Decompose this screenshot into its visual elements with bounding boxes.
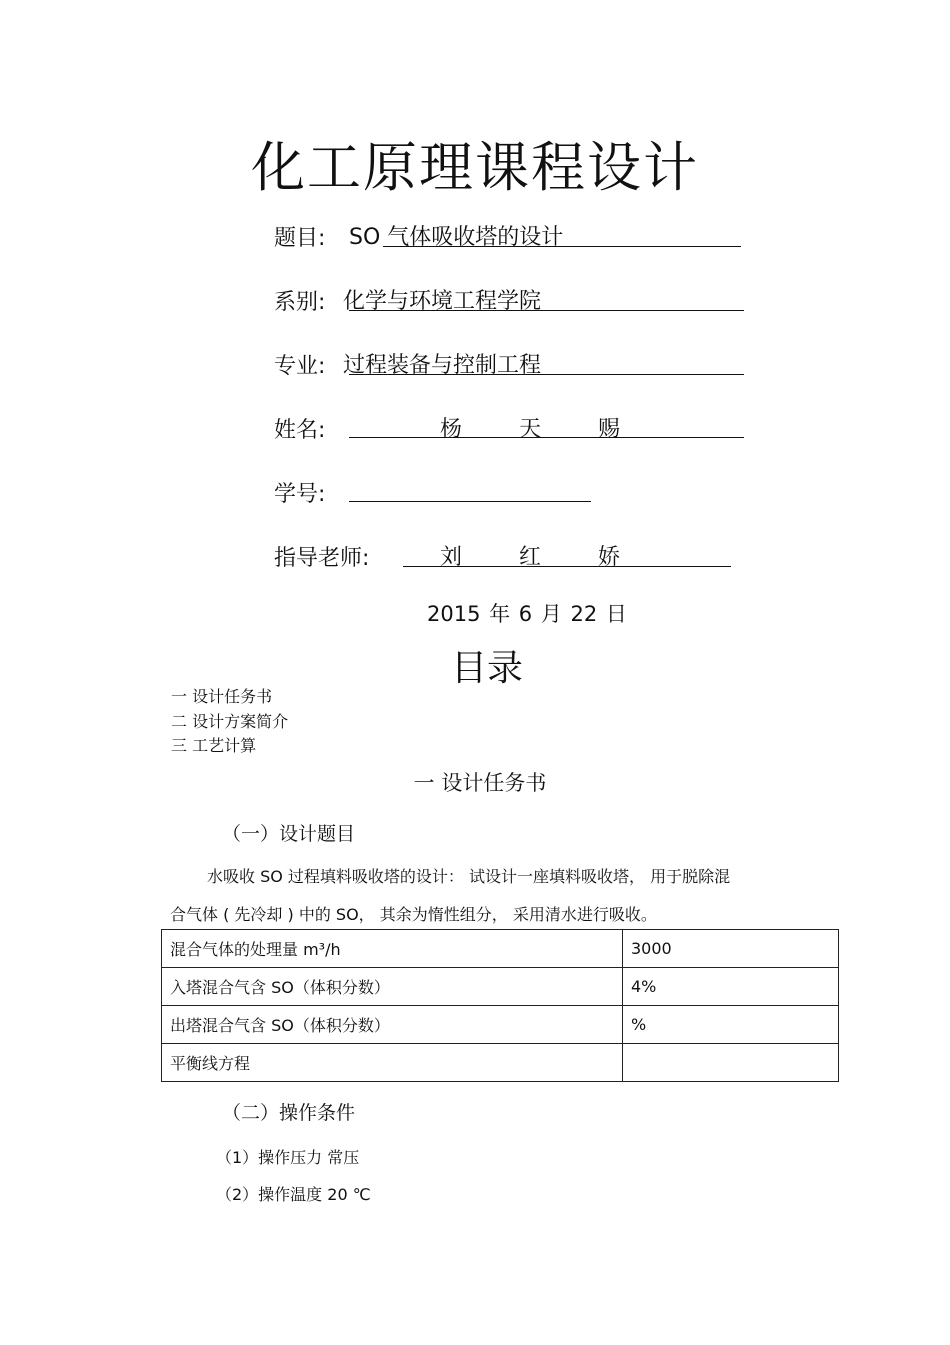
table-cell-value	[623, 1044, 839, 1082]
topic-underline	[383, 246, 741, 247]
subsection-heading: （一）设计题目	[222, 823, 356, 845]
major-value: 过程装备与控制工程	[343, 353, 542, 378]
table-row	[162, 968, 839, 1006]
paragraph-line: 合气体 ( 先冷却 ) 中的 SO， 其余为惰性组分， 采用清水进行吸收。	[170, 905, 657, 924]
table-row	[162, 1044, 839, 1082]
table-row	[162, 1006, 839, 1044]
name-label: 姓名:	[274, 418, 326, 443]
section-heading: 一 设计任务书	[413, 771, 547, 795]
table-cell-value: 4%	[623, 968, 839, 1006]
student-id-label: 学号:	[274, 482, 326, 507]
topic-value: SO 气体吸收塔的设计	[349, 225, 564, 250]
table-row	[162, 930, 839, 968]
paragraph-line: 水吸收 SO 过程填料吸收塔的设计： 试设计一座填料吸收塔， 用于脱除混	[207, 867, 731, 886]
advisor-label: 指导老师:	[274, 546, 370, 571]
condition-item: （1）操作压力 常压	[216, 1148, 360, 1167]
advisor-value: 刘 红 娇	[440, 545, 620, 570]
table-cell-label: 平衡线方程	[162, 1044, 623, 1082]
name-value: 杨 天 赐	[440, 417, 620, 442]
table-cell-label: 混合气体的处理量 m³/h	[162, 930, 623, 968]
name-underline	[349, 437, 744, 438]
topic-label: 题目:	[274, 226, 326, 251]
table-cell-value: %	[623, 1006, 839, 1044]
document-title: 化工原理课程设计	[251, 136, 699, 199]
dept-underline	[349, 310, 744, 311]
condition-item: （2）操作温度 20 ℃	[216, 1185, 371, 1204]
advisor-underline	[403, 566, 731, 567]
major-label: 专业:	[274, 354, 326, 379]
table-cell-label: 入塔混合气含 SO（体积分数）	[162, 968, 623, 1006]
toc-item: 三 工艺计算	[171, 736, 257, 755]
table-cell-label: 出塔混合气含 SO（体积分数）	[162, 1006, 623, 1044]
major-underline	[349, 374, 744, 375]
dept-label: 系别:	[274, 290, 326, 315]
toc-item: 二 设计方案简介	[171, 712, 289, 731]
subsection-heading: （二）操作条件	[222, 1102, 356, 1124]
dept-value: 化学与环境工程学院	[343, 289, 542, 314]
toc-heading: 目录	[450, 648, 523, 689]
toc-item: 一 设计任务书	[171, 687, 273, 706]
table-cell-value: 3000	[623, 930, 839, 968]
student-id-underline	[349, 501, 591, 502]
date: 2015 年 6 月 22 日	[427, 602, 627, 626]
spec-table	[161, 929, 839, 1082]
